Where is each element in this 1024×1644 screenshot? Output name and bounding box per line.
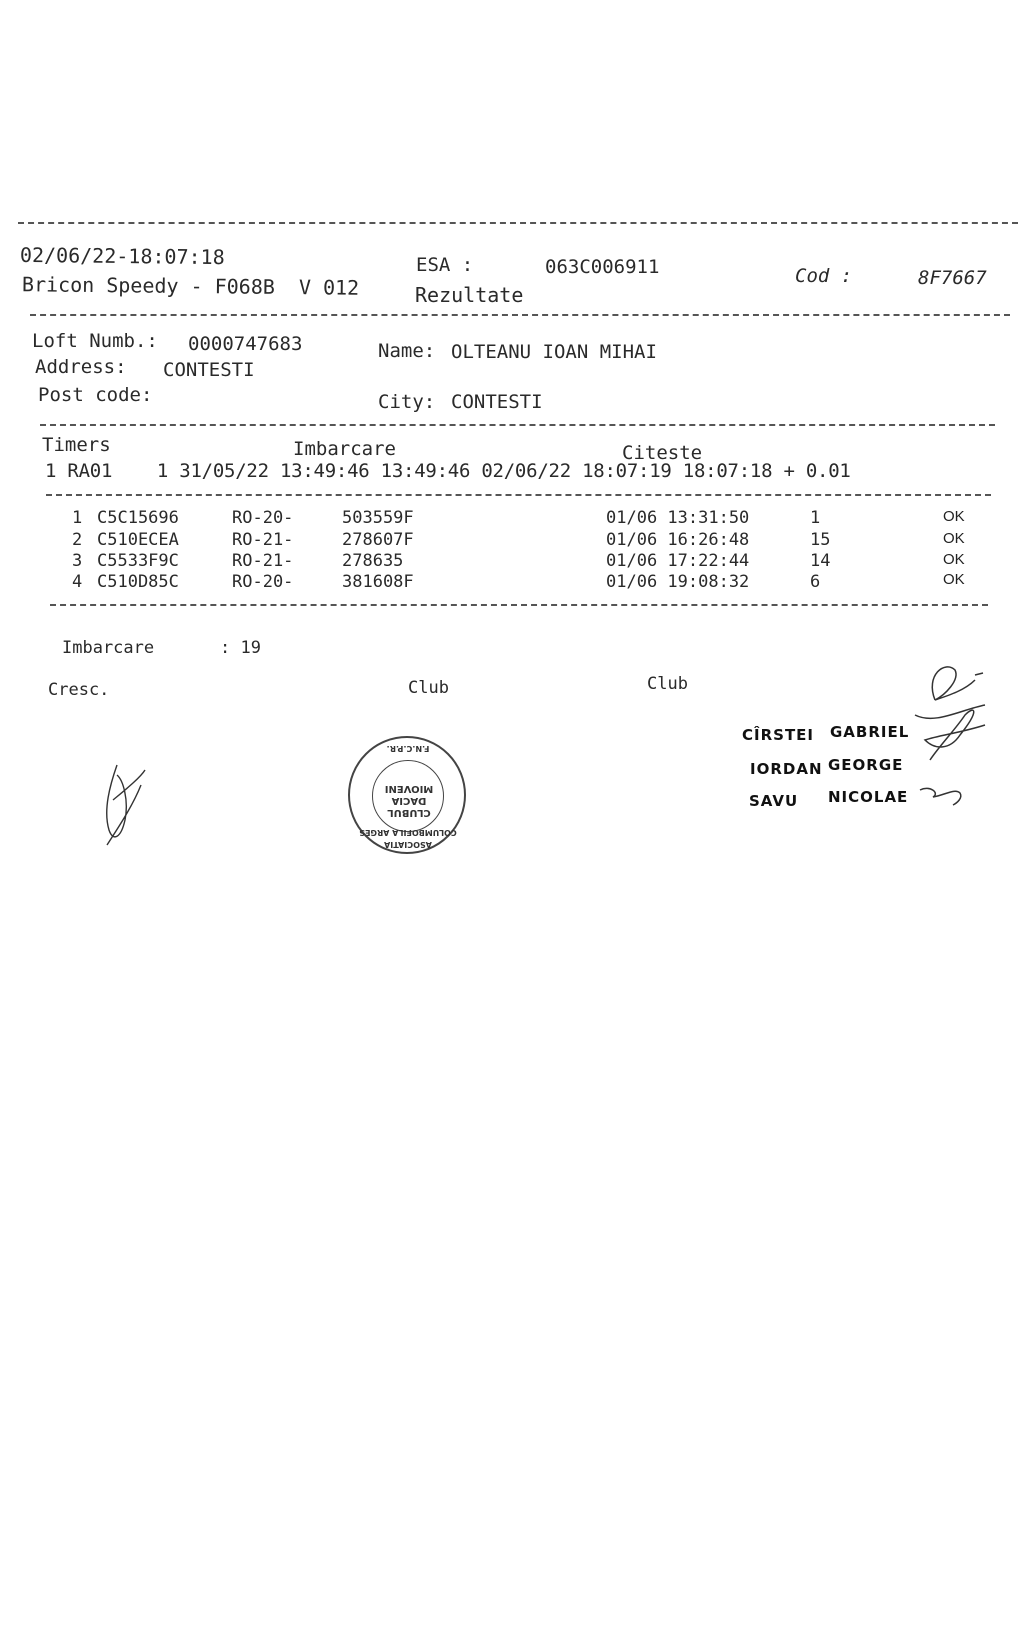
name-label: Name:: [378, 340, 436, 362]
separator-timers: [46, 494, 991, 496]
result-ring: 503559F: [342, 508, 414, 528]
result-status: OK: [943, 571, 965, 588]
result-status: OK: [943, 508, 965, 525]
stamp-top-text: F.N.C.P.R.: [386, 744, 430, 753]
name-value: OLTEANU IOAN MIHAI: [451, 341, 657, 363]
result-arrival: 01/06 13:31:50: [606, 508, 750, 528]
result-series: RO-20-: [232, 508, 294, 528]
result-count: 6: [810, 572, 821, 592]
city-value: CONTESTI: [451, 391, 543, 413]
summary-imbarcare-label: Imbarcare: [62, 638, 155, 658]
result-ring: 278635: [342, 551, 404, 571]
result-series: RO-20-: [232, 572, 294, 592]
result-series: RO-21-: [232, 551, 294, 571]
cod-label: Cod :: [795, 265, 853, 287]
result-index: 3: [72, 551, 83, 571]
loft-value: 0000747683: [188, 333, 303, 355]
separator-header: [30, 314, 1010, 316]
result-count: 14: [810, 551, 831, 571]
result-arrival: 01/06 16:26:48: [606, 530, 750, 550]
citeste-label: Citeste: [622, 442, 703, 464]
result-index: 1: [72, 508, 83, 528]
result-count: 15: [810, 530, 831, 550]
device-info: Bricon Speedy - F068B V 012: [21, 272, 360, 300]
committee-last-name: GABRIEL: [830, 723, 910, 741]
result-arrival: 01/06 19:08:32: [606, 572, 750, 592]
result-index: 4: [72, 572, 83, 592]
city-label: City:: [378, 391, 436, 413]
result-ring: 381608F: [342, 572, 414, 592]
result-series: RO-21-: [232, 530, 294, 550]
esa-value: 063C006911: [545, 256, 660, 278]
club-stamp: [348, 736, 466, 854]
separator-results: [50, 604, 988, 606]
address-label: Address:: [35, 356, 127, 378]
imbarcare-label: Imbarcare: [293, 438, 396, 460]
committee-first-name: SAVU: [749, 792, 799, 810]
committee-first-name: CÎRSTEI: [742, 726, 815, 744]
stamp-outer-text: ASOCIATIA COLUMBOFILA ARGES: [359, 828, 457, 849]
result-status: OK: [943, 530, 965, 547]
result-status: OK: [943, 551, 965, 568]
club-label-1: Club: [408, 678, 449, 698]
timer-row: 1 RA01 1 31/05/22 13:49:46 13:49:46 02/06/22 18:07:19 18:07:18 + 0.01: [45, 460, 851, 482]
timers-label: Timers: [42, 434, 111, 456]
esa-label: ESA :: [416, 254, 474, 276]
address-value: CONTESTI: [163, 359, 255, 381]
result-arrival: 01/06 17:22:44: [606, 551, 750, 571]
print-datetime: 02/06/22-18:07:18: [19, 242, 225, 270]
result-chip: C510D85C: [97, 572, 179, 592]
committee-first-name: IORDAN: [750, 760, 823, 778]
club-label-2: Club: [647, 674, 688, 694]
summary-imbarcare-value: : 19: [220, 638, 261, 658]
separator-owner: [40, 424, 995, 426]
result-count: 1: [810, 508, 821, 528]
stamp-inner-text: CLUBUL DACIA MIOVENI: [384, 783, 434, 818]
cresc-label: Cresc.: [48, 680, 110, 700]
committee-signatures: [905, 655, 1005, 815]
result-chip: C510ECEA: [97, 530, 179, 550]
cod-value: 8F7667: [918, 267, 987, 289]
committee-last-name: NICOLAE: [828, 788, 909, 806]
result-chip: C5C15696: [97, 508, 179, 528]
result-chip: C5533F9C: [97, 551, 179, 571]
loft-label: Loft Numb.:: [32, 330, 158, 352]
postcode-label: Post code:: [38, 384, 153, 406]
breeder-signature: [95, 760, 155, 850]
result-ring: 278607F: [342, 530, 414, 550]
separator-top: [18, 222, 1018, 224]
committee-last-name: GEORGE: [828, 756, 904, 774]
result-index: 2: [72, 530, 83, 550]
report-type: Rezultate: [415, 283, 524, 307]
